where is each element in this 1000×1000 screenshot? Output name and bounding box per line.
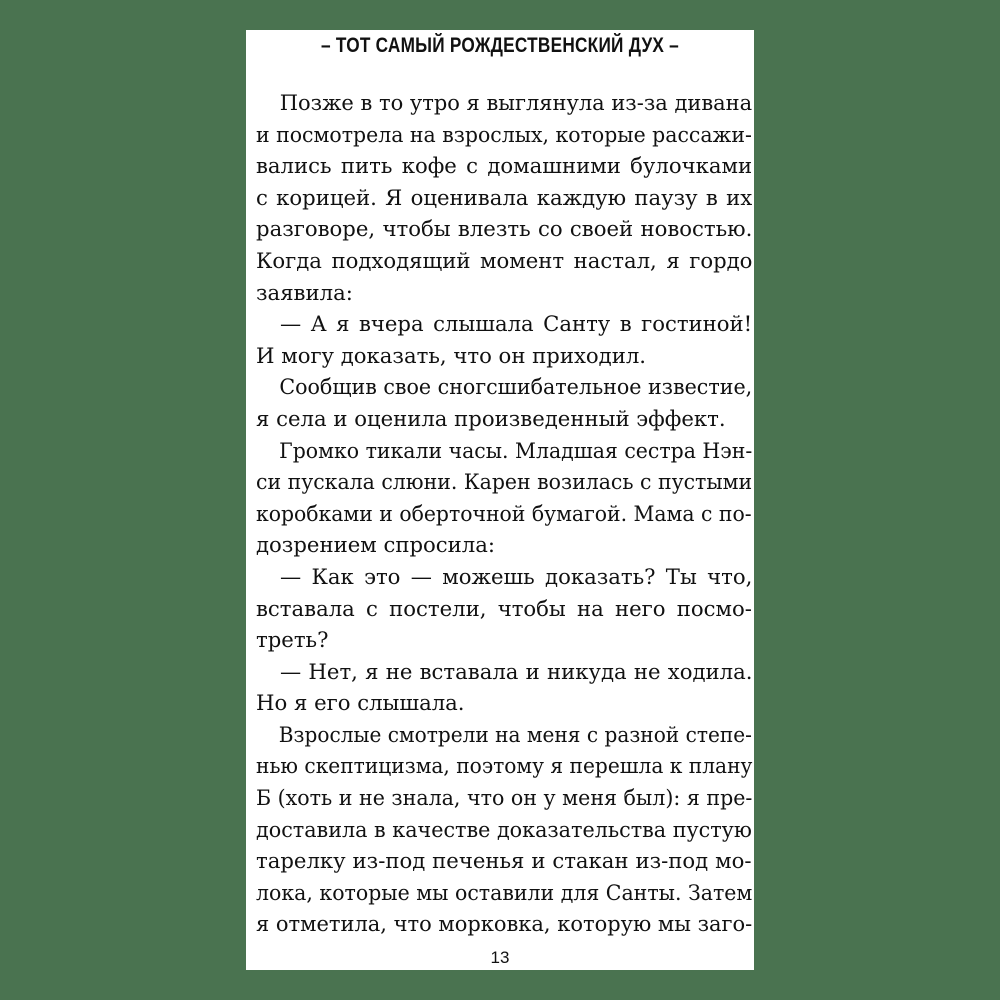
text-line: и посмотрела на взрослых, которые рассажи-	[256, 121, 752, 147]
text-line: Но я его слышала.	[256, 690, 465, 716]
text-line: дозрением спросила:	[256, 532, 495, 558]
text-line: вались пить кофе с домашними булочками	[256, 153, 753, 179]
text-line: лока, которые мы оставили для Санты. Затем	[256, 879, 753, 905]
text-line: си пускала слюни. Карен возилась с пустыми	[256, 469, 753, 495]
text-line: треть?	[256, 627, 329, 653]
text-line: Когда подходящий момент настал, я гордо	[256, 247, 753, 273]
text-line: вставала с постели, чтобы на него посмо-	[256, 595, 752, 621]
text-line: разговоре, чтобы влезть со своей новостью.	[256, 216, 753, 242]
text-line: нью скептицизма, поэтому я перешла к плану	[256, 753, 753, 779]
text-line: Позже в то утро я выглянула из-за дивана	[279, 90, 753, 115]
body-text	[256, 87, 752, 940]
text-line: Б (хоть и не знала, что он у меня был): я пре-	[256, 785, 753, 811]
text-line: Взрослые смотрели на меня с разной степе-	[278, 721, 752, 747]
book-page	[246, 30, 754, 970]
text-line: Сообщив свое сногсшибательное известие,	[279, 374, 753, 400]
text-line: я села и оценила произведенный эффект.	[256, 405, 726, 431]
text-line: коробками и оберточной бумагой. Мама с по-	[256, 500, 752, 526]
page-number: 13	[490, 948, 510, 967]
text-line: — А я вчера слышала Санту в гостиной!	[280, 311, 753, 337]
text-line: я отметила, что морковка, которую мы заго-	[256, 911, 753, 937]
text-line: заявила:	[256, 279, 353, 305]
running-head: – ТОТ САМЫЙ РОЖДЕСТВЕНСКИЙ ДУХ –	[321, 34, 679, 57]
text-line: тарелку из-под печенья и стакан из-под мо-	[256, 848, 752, 874]
text-line: И могу доказать, что он приходил.	[256, 342, 647, 368]
text-line: с корицей. Я оценивала каждую паузу в их	[256, 184, 753, 210]
text-line: доставила в качестве доказательства пустую	[256, 816, 752, 842]
text-line: — Нет, я не вставала и никуда не ходила.	[280, 658, 753, 684]
text-line: Громко тикали часы. Младшая сестра Нэн-	[279, 437, 753, 463]
text-line: — Как это — можешь доказать? Ты что,	[280, 563, 753, 589]
